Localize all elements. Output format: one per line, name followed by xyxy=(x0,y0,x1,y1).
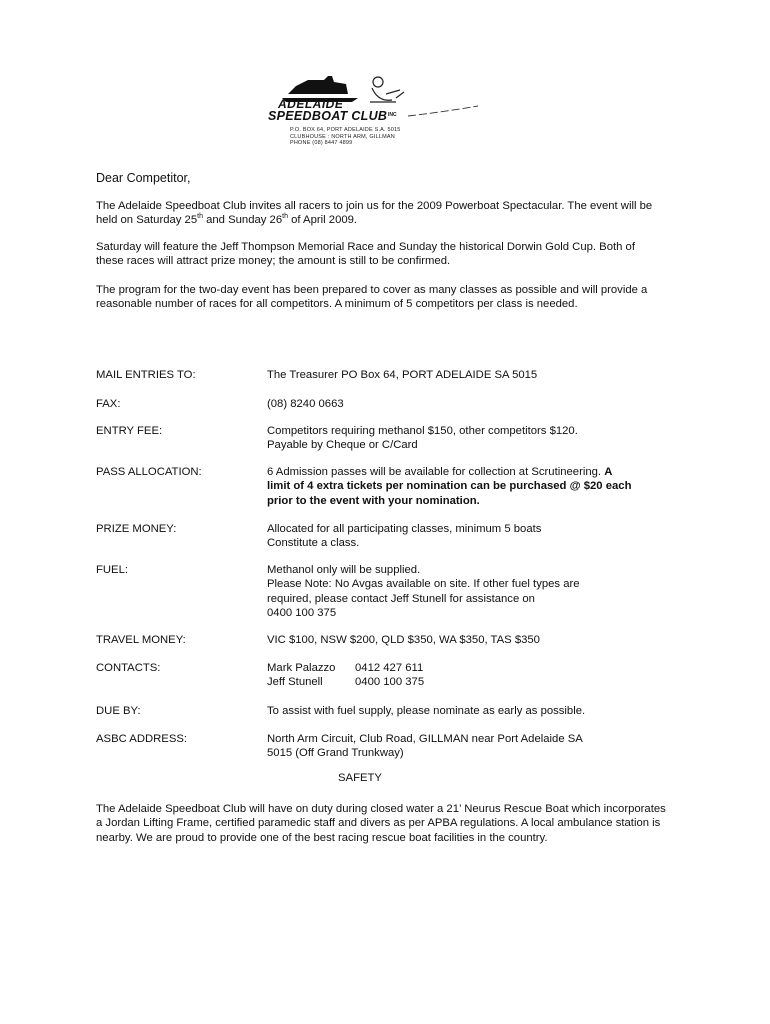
detail-label: FAX: xyxy=(96,398,121,410)
detail-line: Competitors requiring methanol $150, other competitors $120. xyxy=(267,425,578,437)
detail-value xyxy=(267,732,647,761)
pass-plain-text: 6 Admission passes will be available for collection at Scrutineering. xyxy=(267,466,605,478)
intro-paragraph xyxy=(96,199,656,228)
detail-value xyxy=(267,661,647,690)
pass-bold-text: A limit of 4 extra tickets per nomination can be purchased @ $20 each prior to the event with your nomination. xyxy=(267,466,632,507)
detail-value xyxy=(267,424,647,453)
address-line: P.O. BOX 64, PORT ADELAIDE S.A. 5015 xyxy=(290,127,401,133)
contact-name: Mark Palazzo xyxy=(267,662,336,674)
detail-line: Methanol only will be supplied. xyxy=(267,564,421,576)
contact-entry xyxy=(267,661,647,675)
address-line: CLUBHOUSE : NORTH ARM, GILLMAN xyxy=(290,133,395,140)
detail-line: Allocated for all participating classes, minimum 5 boats xyxy=(267,523,542,535)
races-paragraph: Saturday will feature the Jeff Thompson Memorial Race and Sunday the historical Dorwin Gold Cup. Both of these races will attract prize money; the amount is still to be confirmed. xyxy=(96,241,635,268)
detail-line: Payable by Cheque or C/Card xyxy=(267,439,418,452)
club-address xyxy=(290,127,401,147)
ordinal-suffix: th xyxy=(282,213,288,221)
detail-value: VIC $100, NSW $200, QLD $350, WA $350, TAS $350 xyxy=(267,634,540,646)
detail-line: North Arm Circuit, Club Road, GILLMAN near Port Adelaide SA xyxy=(267,733,583,745)
detail-value xyxy=(267,563,612,621)
detail-line: 0400 100 375 xyxy=(267,607,337,620)
contact-entry xyxy=(267,675,647,689)
detail-label: PRIZE MONEY: xyxy=(96,523,177,535)
detail-line: Constitute a class. xyxy=(267,537,360,550)
detail-label: DUE BY: xyxy=(96,705,141,717)
intro-text-b: and Sunday 26 xyxy=(202,214,283,227)
club-name-line1: ADELAIDE xyxy=(278,97,344,111)
detail-line: Please Note: No Avgas available on site. If other fuel types are required, please contact Jeff Stunell for assistance on xyxy=(267,578,580,605)
program-paragraph: The program for the two-day event has been prepared to cover as many classes as possible and will provide a reasonable number of races for all competitors. A minimum of 5 competitors per class is needed. xyxy=(96,284,648,311)
salutation: Dear Competitor, xyxy=(96,171,191,185)
club-inc: INC xyxy=(388,112,397,118)
detail-label: TRAVEL MONEY: xyxy=(96,634,186,646)
contact-name: Jeff Stunell xyxy=(267,676,323,689)
contact-phone: 0412 427 611 xyxy=(355,662,424,674)
detail-label: FUEL: xyxy=(96,564,129,576)
detail-label: ENTRY FEE: xyxy=(96,425,163,437)
ordinal-suffix: th xyxy=(197,213,203,221)
detail-value: (08) 8240 0663 xyxy=(267,398,344,410)
intro-text-c: of April 2009. xyxy=(287,214,358,227)
detail-value: To assist with fuel supply, please nominate as early as possible. xyxy=(267,705,586,717)
safety-heading: SAFETY xyxy=(338,772,382,784)
detail-label: PASS ALLOCATION: xyxy=(96,466,202,478)
contact-phone: 0400 100 375 xyxy=(355,676,425,689)
detail-value xyxy=(267,465,632,508)
detail-line: 5015 (Off Grand Trunkway) xyxy=(267,747,404,760)
detail-label: CONTACTS: xyxy=(96,662,161,674)
intro-text-a: The Adelaide Speedboat Club invites all racers to join us for the 2009 Powerboat Spectacular. The event will be held on Saturday 25 xyxy=(96,200,653,227)
safety-paragraph: The Adelaide Speedboat Club will have on duty during closed water a 21’ Neurus Rescue Boat which incorporates a Jordan Lifting Frame, certified paramedic staff and divers as per APBA regulations. A local ambulance station is nearby. We are proud to provide one of the best racing rescue boat facilities in the country. xyxy=(96,803,666,844)
address-line: PHONE (08) 8447 4899 xyxy=(290,140,353,146)
detail-label: ASBC ADDRESS: xyxy=(96,733,188,745)
detail-value xyxy=(267,522,647,551)
club-name-line2: SPEEDBOAT CLUB xyxy=(268,109,388,123)
detail-value: The Treasurer PO Box 64, PORT ADELAIDE SA 5015 xyxy=(267,369,538,381)
detail-label: MAIL ENTRIES TO: xyxy=(96,369,196,381)
